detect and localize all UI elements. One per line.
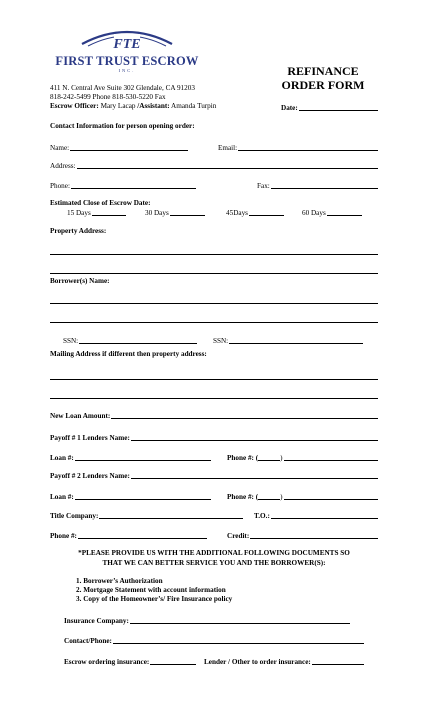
phone-num-close-1: ) [280, 454, 283, 462]
close-heading: Estimated Close of Escrow Date: [50, 199, 151, 207]
company-logo [52, 24, 202, 74]
contact-phone-field[interactable] [64, 633, 364, 645]
date-label: Date: [281, 104, 298, 112]
title-phone-field[interactable] [50, 528, 207, 540]
logo-monogram-icon [52, 24, 202, 58]
close-45-days[interactable] [226, 205, 284, 217]
close-60-days[interactable] [302, 205, 362, 217]
address-label: Address: [50, 162, 76, 170]
payoff1-phone-field[interactable] [227, 450, 378, 462]
document-item-2: 2. Mortgage Statement with account information [76, 586, 226, 594]
ssn-label-1: SSN: [63, 337, 79, 345]
officer-label: Escrow Officer: [50, 102, 99, 110]
contact-fax-field[interactable] [257, 178, 378, 190]
borrower-line-1[interactable] [50, 303, 378, 304]
email-label: Email: [218, 144, 238, 152]
escrow-officer-line [50, 102, 216, 110]
office-address: 411 N. Central Ave Suite 302 Glendale, CA 91203 [50, 84, 195, 92]
loan-label-2: Loan #: [50, 493, 74, 501]
ssn-field-2[interactable] [213, 333, 363, 345]
ssn-label-2: SSN: [213, 337, 229, 345]
payoff2-loan-field[interactable] [50, 489, 211, 501]
contact-name-field[interactable] [50, 140, 188, 152]
mailing-line-2[interactable] [50, 398, 378, 399]
assistant-label: /Assistant: [137, 102, 170, 110]
title-officer-field[interactable] [254, 508, 378, 520]
property-line-2[interactable] [50, 273, 378, 274]
phone-num-close-2: ) [280, 493, 283, 501]
contact-heading: Contact Information for person opening order: [50, 122, 195, 130]
notice-line-2: THAT WE CAN BETTER SERVICE YOU AND THE BORROWER(S): [102, 559, 326, 567]
payoff2-label: Payoff # 2 Lenders Name: [50, 472, 130, 480]
payoff2-phone-field[interactable] [227, 489, 378, 501]
phone-label: Phone: [50, 182, 70, 190]
payoff1-loan-field[interactable] [50, 450, 211, 462]
property-line-1[interactable] [50, 254, 378, 255]
form-title-line1: REFINANCE [287, 64, 359, 78]
insurance-company-label: Insurance Company: [64, 617, 129, 625]
ssn-field-1[interactable] [63, 333, 197, 345]
phone-num-label-1: Phone #: ( [227, 454, 259, 462]
officer-name: Mary Lacap [100, 102, 136, 110]
title-company-label: Title Company: [50, 512, 99, 520]
phone-hash-label: Phone #: [50, 532, 77, 540]
close-15-label: 15 Days [67, 209, 91, 217]
credit-field[interactable] [227, 528, 378, 540]
new-loan-label: New Loan Amount: [50, 412, 111, 420]
payoff1-label: Payoff # 1 Lenders Name: [50, 434, 130, 442]
insurance-company-field[interactable] [64, 613, 350, 625]
notice-line-1: *PLEASE PROVIDE US WITH THE ADDITIONAL FOLLOWING DOCUMENTS SO [78, 549, 350, 557]
payoff1-lender-field[interactable] [50, 430, 378, 442]
new-loan-amount-field[interactable] [50, 408, 378, 420]
close-30-label: 30 Days [145, 209, 169, 217]
mailing-line-1[interactable] [50, 379, 378, 380]
logo-inc: INC. [118, 68, 136, 73]
borrowers-heading: Borrower(s) Name: [50, 277, 110, 285]
documents-list [76, 577, 232, 604]
document-item-1: 1. Borrower’s Authorization [76, 577, 163, 585]
close-15-days[interactable] [67, 205, 126, 217]
contact-phone-label: Contact/Phone: [64, 637, 112, 645]
property-heading: Property Address: [50, 227, 107, 235]
loan-label-1: Loan #: [50, 454, 74, 462]
escrow-ordering-insurance-field[interactable] [64, 654, 196, 666]
assistant-name: Amanda Turpin [171, 102, 217, 110]
contact-phone-field[interactable] [50, 178, 196, 190]
contact-address-field[interactable] [50, 158, 378, 170]
credit-label: Credit: [227, 532, 250, 540]
escrow-ordering-label: Escrow ordering insurance: [64, 658, 150, 666]
lender-other-label: Lender / Other to order insurance: [204, 658, 311, 666]
svg-text:FTE: FTE [113, 37, 141, 52]
to-label: T.O.: [254, 512, 270, 520]
close-30-days[interactable] [145, 205, 205, 217]
payoff2-lender-field[interactable] [50, 468, 378, 480]
name-label: Name: [50, 144, 70, 152]
mailing-heading: Mailing Address if different then property address: [50, 350, 207, 358]
logo-company-name: FIRST TRUST ESCROW [55, 54, 199, 68]
close-45-label: 45Days [226, 209, 248, 217]
phone-num-label-2: Phone #: ( [227, 493, 259, 501]
lender-ordering-insurance-field[interactable] [204, 654, 364, 666]
document-item-3: 3. Copy of the Homeowner’s/ Fire Insurance policy [76, 595, 233, 603]
close-60-label: 60 Days [302, 209, 326, 217]
title-company-field[interactable] [50, 508, 243, 520]
form-title-line2: ORDER FORM [281, 78, 365, 92]
office-phone-fax: 818-242-5499 Phone 818-530-5220 Fax [50, 93, 166, 101]
fax-label: Fax: [257, 182, 270, 190]
borrower-line-2[interactable] [50, 322, 378, 323]
contact-email-field[interactable] [218, 140, 378, 152]
date-field[interactable] [281, 100, 378, 112]
